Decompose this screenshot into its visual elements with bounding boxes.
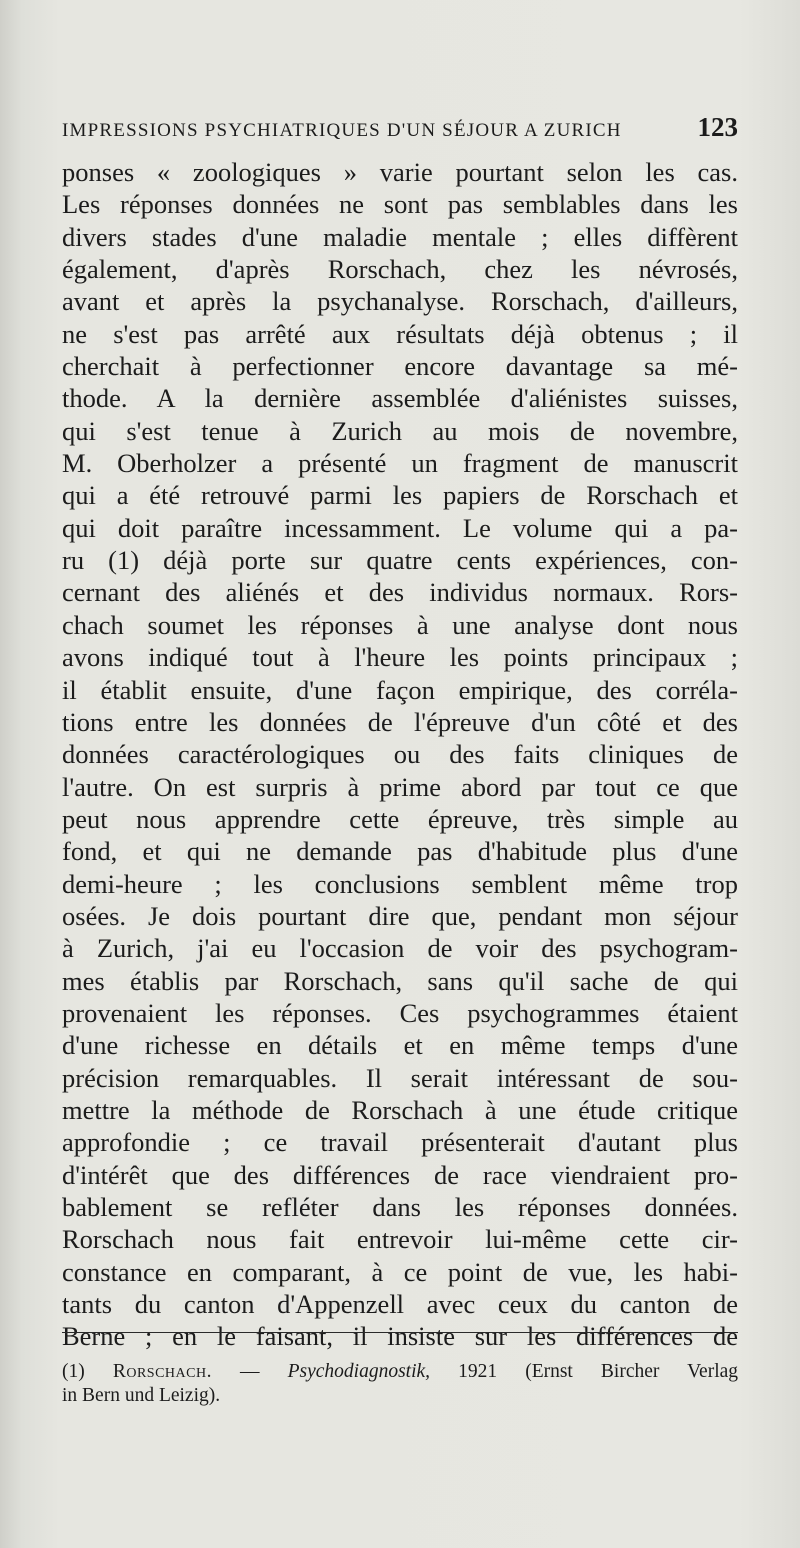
text-line: divers stades d'une maladie mentale ; elles diffèrent bbox=[62, 221, 738, 252]
text-line: ponses « zoologiques » varie pourtant selon les cas. bbox=[62, 157, 738, 187]
text-line: qui a été retrouvé parmi les papiers de Rorschach et bbox=[62, 480, 738, 511]
footnote-details: 1921 (Ernst Bircher Verlag bbox=[458, 1361, 739, 1382]
text-line: tions entre les données de l'épreuve d'un côté et des bbox=[62, 706, 738, 737]
text-line: mettre la méthode de Rorschach à une étude critique bbox=[62, 1094, 738, 1125]
text-line: à Zurich, j'ai eu l'occasion de voir des psychogram- bbox=[62, 933, 738, 964]
text-line: chach soumet les réponses à une analyse dont nous bbox=[62, 609, 738, 640]
text-line: l'autre. On est surpris à prime abord par tout ce que bbox=[62, 771, 738, 802]
text-line: données caractérologiques ou des faits cliniques de bbox=[62, 739, 738, 770]
footnote-author: Rorschach. bbox=[112, 1361, 212, 1382]
text-line: également, d'après Rorschach, chez les névrosés, bbox=[62, 254, 738, 285]
page-header bbox=[62, 112, 738, 148]
text-line: ru (1) déjà porte sur quatre cents expériences, con- bbox=[62, 545, 738, 576]
text-line: ne s'est pas arrêté aux résultats déjà obtenus ; il bbox=[62, 318, 738, 349]
footnote-marker: (1) bbox=[62, 1361, 85, 1382]
body-text bbox=[62, 156, 738, 1353]
text-line: d'une richesse en détails et en même temps d'une bbox=[62, 1030, 738, 1061]
text-line: cherchait à perfectionner encore davantage sa mé- bbox=[62, 351, 738, 382]
text-line: constance en comparant, à ce point de vue, les habi- bbox=[62, 1256, 738, 1287]
text-line: précision remarquables. Il serait intéressant de sou- bbox=[62, 1062, 738, 1093]
text-line: Berne ; en le faisant, il insiste sur les différences de bbox=[62, 1321, 738, 1352]
text-line: demi-heure ; les conclusions semblent même trop bbox=[62, 868, 738, 899]
page-number: 123 bbox=[697, 112, 738, 142]
text-line: approfondie ; ce travail présenterait d'autant plus bbox=[62, 1127, 738, 1158]
footnote-dash: — bbox=[240, 1361, 260, 1382]
text-line: tants du canton d'Appenzell avec ceux du canton de bbox=[62, 1289, 738, 1320]
text-line: thode. A la dernière assemblée d'aliénistes suisses, bbox=[62, 383, 738, 414]
footnote-rule bbox=[62, 1332, 738, 1333]
text-line: qui doit paraître incessamment. Le volume qui a pa- bbox=[62, 512, 738, 543]
text-line: d'intérêt que des différences de race viendraient pro- bbox=[62, 1159, 738, 1190]
text-line: peut nous apprendre cette épreuve, très simple au bbox=[62, 803, 738, 834]
text-line: Les réponses données ne sont pas semblables dans les bbox=[62, 189, 738, 220]
text-line: M. Oberholzer a présenté un fragment de manuscrit bbox=[62, 448, 738, 479]
text-line: cernant des aliénés et des individus normaux. Rors- bbox=[62, 577, 738, 608]
text-line: il établit ensuite, d'une façon empirique, des corréla- bbox=[62, 674, 738, 705]
text-line: provenaient les réponses. Ces psychogrammes étaient bbox=[62, 997, 738, 1028]
running-head: IMPRESSIONS PSYCHIATRIQUES D'UN SÉJOUR A ZURICH bbox=[62, 120, 622, 141]
footnote-continuation: in Bern und Leizig). bbox=[62, 1385, 221, 1406]
text-line: mes établis par Rorschach, sans qu'il sache de qui bbox=[62, 965, 738, 996]
text-line: qui s'est tenue à Zurich au mois de novembre, bbox=[62, 415, 738, 446]
text-line: fond, et qui ne demande pas d'habitude plus d'une bbox=[62, 836, 738, 867]
text-line: bablement se refléter dans les réponses données. bbox=[62, 1192, 738, 1222]
text-line: Rorschach nous fait entrevoir lui-même cette cir- bbox=[62, 1224, 738, 1255]
text-line: avant et après la psychanalyse. Rorschach, d'ailleurs, bbox=[62, 286, 738, 317]
footnote-title: Psychodiagnostik, bbox=[287, 1361, 431, 1382]
footnote-line bbox=[62, 1360, 738, 1384]
text-line: osées. Je dois pourtant dire que, pendant mon séjour bbox=[62, 900, 738, 931]
footnote bbox=[62, 1360, 738, 1408]
text-line: avons indiqué tout à l'heure les points principaux ; bbox=[62, 642, 738, 673]
